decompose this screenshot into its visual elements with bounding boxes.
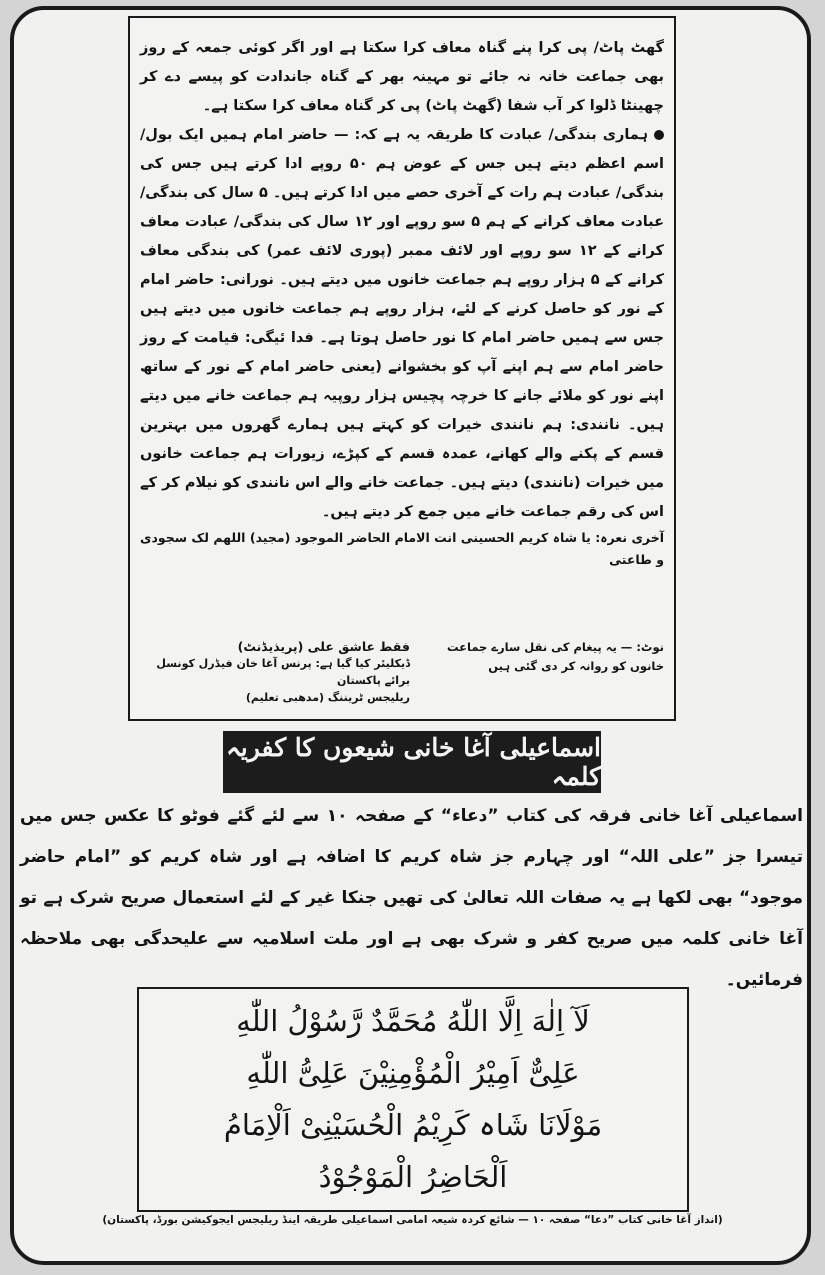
- kalima-source-caption: (انداز آغا خانی کتاب ”دعا“ صفحہ ۱۰ — شائع کردہ شیعہ امامی اسماعیلی طریقہ اینڈ ریلیجس ایجوکیشن بورڈ، پاکستان): [102, 1214, 723, 1226]
- clipping-body: [140, 34, 664, 571]
- signature-name: فقط عاشق علی (پریذیڈنٹ): [237, 639, 410, 654]
- headline-banner: [223, 731, 601, 793]
- clipping-ending: آخری نعرہ: یا شاہ کریم الحسینی انت الامام الحاضر الموجود (مجید) اللھم لک سجودی و طاعتی: [140, 530, 664, 567]
- bullet-icon: [654, 130, 664, 140]
- newsletter-clipping: [128, 16, 676, 721]
- article-paragraph: اسماعیلی آغا خانی فرقہ کی کتاب ”دعاء“ کے صفحہ ۱۰ سے لئے گئے فوٹو کا عکس جس میں تیسرا جز ”علی اللہ“ اور چہارم جز شاہ کریم کا اضافہ ہے اور شاہ کریم کو ”امام حاضر موجود“ بھی لکھا ہے یہ صفات اللہ تعالیٰ کی تھیں جنکا غیر کے لئے استعمال صریح شرک ہے تو آغا خانی کلمہ میں صریح کفر و شرک بھی ہے اور ملت اسلامیہ سے علیحدگی بھی ملاحظہ فرمائیں۔: [20, 806, 803, 990]
- headline-text: اسماعیلی آغا خانی شیعوں کا کفریہ کلمہ: [226, 733, 601, 791]
- clipping-paragraph: [140, 121, 664, 527]
- signature-place: ریلیجس ٹریننگ (مدهبی تعلیم): [245, 691, 410, 704]
- clipping-note: نوٹ: — یہ پیغام کی نقل سارے جماعت خانوں کو روانہ کر دی گئی ہیں: [446, 640, 664, 673]
- kalima-photo-box: [137, 987, 689, 1212]
- kalima-line-3: مَوْلَانَا شَاہ کَرِیْمُ الْحُسَیْنِیْ اَلْاِمَامُ: [223, 1108, 603, 1142]
- kalima-line-4: اَلْحَاضِرُ الْمَوْجُوْدُ: [318, 1160, 508, 1194]
- kalima-line-1: لَآ اِلٰهَ اِلَّا اللّٰهُ مُحَمَّدٌ رَّسُوْلُ اللّٰهِ: [236, 1004, 590, 1038]
- clipping-paragraph-text: ہماری بندگی/ عبادت کا طریقہ یہ ہے کہ: — حاضر امام ہمیں ایک بول/ اسم اعظم دیتے ہیں جس کے عوض ہم ۵۰ روپے ادا کرتے ہیں جس کی بندگی/ عبادت ہم رات کے آخری حصے میں ادا کرتے ہیں۔ ۵ سال کی بندگی/ عبادت معاف کرانے کے ہم ۵ سو روپے اور ۱۲ سال کی بندگی/ عبادت معاف کرانے کے ۱۲ سو روپے اور لائف ممبر (پوری لائف عمر) کی بندگی معاف کرانے کے ۵ ہزار روپے ہم جماعت خانوں میں دیتے ہیں۔ نورانی: حاضر امام کے نور کو حاصل کرنے کے لئے، ہزار روپے ہم جماعت خانوں میں دیتے ہیں جس سے ہمیں حاضر امام کا نور حاصل ہوتا ہے۔ فدا ئیگی: قیامت کے روز حاضر امام سے ہم اپنے آپ کو بخشوانے (یعنی حاضر امام کے نور کے ساتھ اپنے نور کو ملائے جانے کا خرچہ پچیس ہزار روپیہ ہم جماعت خانے میں دیتے ہیں۔ نانندی: ہم نانندی خیرات کو کہتے ہیں ہمارے گھروں میں بہترین قسم کے پکنے والے کھانے، عمدہ قسم کے کپڑے، زیورات ہم جماعت خانوں میں خیرات (نانندی) دیتے ہیں۔ جماعت خانے والے اس نانندی کو نیلام کر کے اس کی رقم جماعت خانے میں جمع کر دیتے ہیں۔: [140, 127, 665, 520]
- kalima-line-2: عَلِیٌّ اَمِیْرُ الْمُؤْمِنِیْنَ عَلِیُّ اللّٰهِ: [246, 1056, 580, 1090]
- signature-org: ڈیکلیئر کیا گیا ہے: پرنس آغا خان فیڈرل کونسل برائے پاکستان: [156, 657, 410, 687]
- article-body: [20, 796, 803, 1001]
- clipping-signature: [140, 638, 410, 706]
- clipping-paragraph: گھٹ پاٹ/ پی کرا پنے گناہ معاف کرا سکتا ہے اور اگر کوئی جمعہ کے روز بھی جماعت خانہ نہ جائے تو مہینہ بھر کے گناہ جاندادت کو پیسے دے کر چھینٹا ڈلوا کر آب شفا (گھٹ پاٹ) پی کر گناہ معاف کرا سکتا ہے۔: [140, 40, 664, 114]
- clipping-footer: [140, 638, 664, 706]
